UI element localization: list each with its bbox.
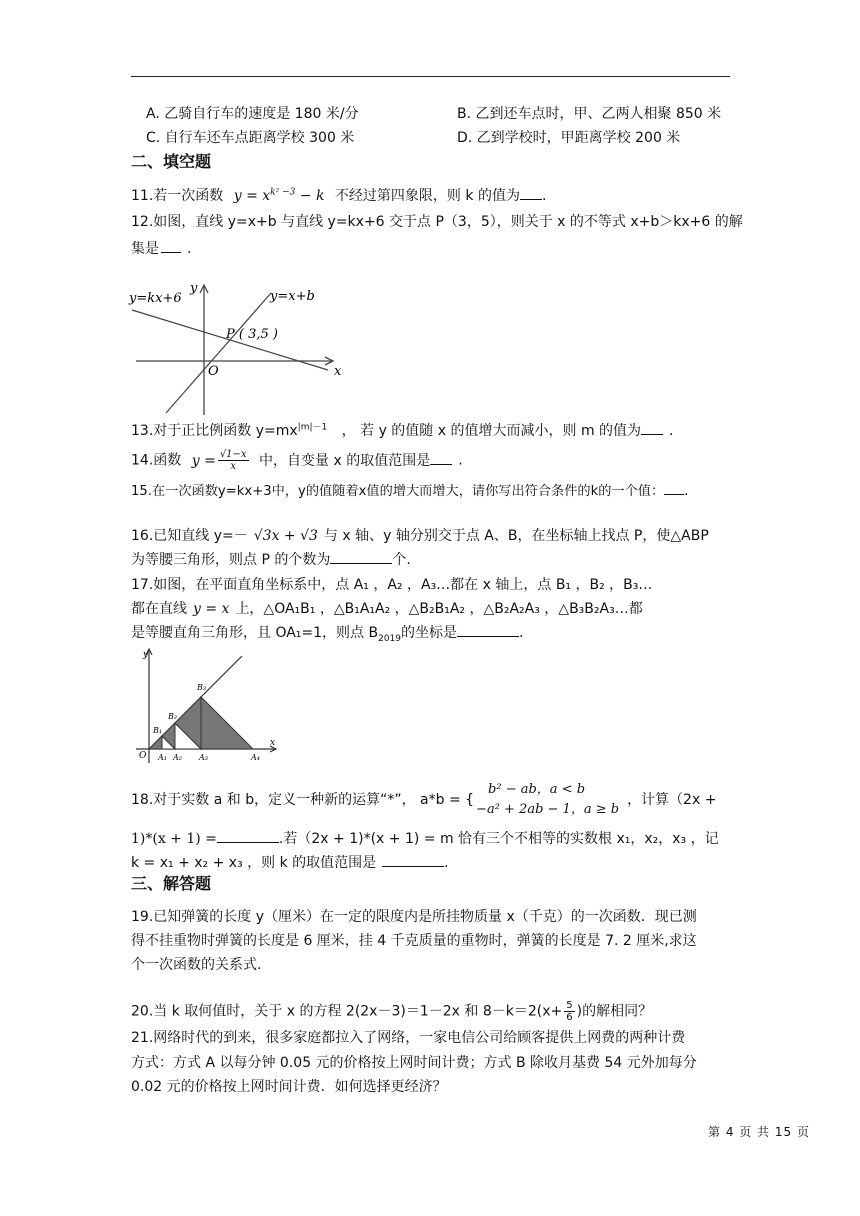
option-d: D. 乙到学校时，甲距离学校 200 米 xyxy=(457,130,681,146)
question-17-line2 xyxy=(131,598,731,620)
q11-blank xyxy=(520,185,542,200)
q20-fraction xyxy=(564,1000,574,1023)
fig17-label-a1: A₁ xyxy=(158,753,167,762)
q14-num: √1−x xyxy=(219,449,247,460)
q18-line2b: .若（2x + 1)*(x + 1) = m 恰有三个不相等的实数根 x₁，x₂，x₃ ，记 xyxy=(278,831,719,847)
question-18-line2 xyxy=(131,828,731,850)
triangle-4 xyxy=(201,697,253,749)
line-xb xyxy=(166,293,271,413)
label-y-axis: y xyxy=(190,281,198,296)
question-14 xyxy=(131,449,731,472)
label-line-xb: y=x+b xyxy=(270,289,315,304)
q16-post: 与 x 轴、y 轴分别交于点 A、B，在坐标轴上找点 P，使△ABP xyxy=(323,528,709,544)
question-12-line2 xyxy=(131,238,731,260)
label-x-axis: x xyxy=(334,364,342,379)
question-19-line3: 个一次函数的关系式. xyxy=(131,957,262,973)
q14-post: 中，自变量 x 的取值范围是 xyxy=(259,452,431,469)
q13-post: ， 若 y 的值随 x 的值增大而减小，则 m 的值为 xyxy=(341,423,642,439)
fig17-label-o: O xyxy=(139,751,147,761)
question-13 xyxy=(131,420,731,442)
fig17-label-a4: A₄ xyxy=(251,753,260,762)
q18-cases xyxy=(476,780,619,820)
q18-blank-1 xyxy=(217,828,279,843)
q15-blank xyxy=(664,480,684,495)
q15-end: . xyxy=(684,483,689,499)
q16-blank xyxy=(330,549,392,564)
q11-post: 不经过第四象限，则 k 的值为 xyxy=(334,188,520,204)
question-17-line1: 17.如图，在平面直角坐标系中，点 A₁ ，A₂ ，A₃…都在 x 轴上，点 B₁ ，B₂ ，B₃… xyxy=(131,577,653,593)
q18-case1: b² − ab，a < b xyxy=(488,782,586,797)
option-a: A. 乙骑自行车的速度是 180 米/分 xyxy=(146,106,359,122)
q12-blank xyxy=(161,238,181,253)
q14-blank xyxy=(430,450,452,465)
question-17-line3 xyxy=(131,622,731,644)
q15-text: 15.在一次函数y=kx+3中，y的值随着x值的增大而增大，请你写出符合条件的k的一个值： xyxy=(131,484,665,499)
fig17-label-x: x xyxy=(270,738,276,748)
q14-fraction xyxy=(218,449,249,472)
q17-line2a: 都在直线 xyxy=(131,601,187,617)
q17-line3a: 是等腰直角三角形，且 OA₁=1，则点 B xyxy=(131,625,379,641)
q11-formula xyxy=(234,188,325,204)
q17-blank xyxy=(457,622,519,637)
figure-triangles xyxy=(130,645,280,767)
q11-exp: k² −3 xyxy=(270,187,296,198)
q20-den: 6 xyxy=(566,1012,573,1023)
figure-two-lines xyxy=(128,280,348,415)
q17-line2-formula: y = x xyxy=(193,601,230,617)
question-21-line1: 21.网络时代的到来，很多家庭都拉入了网络，一家电信公司给顾客提供上网费的两种计费 xyxy=(131,1030,686,1046)
question-19-line2: 得不挂重物时弹簧的长度是 6 厘米，挂 4 千克质量的重物时，弹簧的长度是 7. 2 厘米,求这 xyxy=(131,933,697,949)
q11-pre: 11.若一次函数 xyxy=(131,188,224,204)
q13-pre: 13.对于正比例函数 y=mx xyxy=(131,423,298,439)
label-origin: O xyxy=(208,364,219,379)
question-16-line2 xyxy=(131,549,731,571)
q14-den: x xyxy=(230,461,237,472)
q16-end: 个. xyxy=(392,552,411,568)
q18-line2a: 1)*(x + 1) = xyxy=(131,831,217,847)
option-b: B. 乙到还车点时，甲、乙两人相聚 850 米 xyxy=(457,106,722,122)
q13-end: . xyxy=(669,423,674,439)
option-c: C. 自行车还车点距离学校 300 米 xyxy=(146,130,355,146)
question-21-line3: 0.02 元的价格按上网时间计费．如何选择更经济？ xyxy=(131,1079,447,1095)
question-19-line1: 19.已知弹簧的长度 y（厘米）在一定的限度内是所挂物质量 x（千克）的一次函数．现已测 xyxy=(131,909,697,925)
fig17-label-b3: B₃ xyxy=(197,683,207,692)
question-18-line3 xyxy=(131,852,731,874)
question-15 xyxy=(131,480,731,503)
q18-line3a: k = x₁ + x₂ + x₃ ，则 k 的取值范围是 xyxy=(131,855,377,871)
q20-pre: 20.当 k 取何值时，关于 x 的方程 2(2x－3)＝1－2x 和 8－k＝2(x+ xyxy=(131,1003,563,1020)
header-rule xyxy=(131,76,730,77)
q13-exp: |m|－1 xyxy=(297,422,328,433)
q13-blank xyxy=(641,420,663,435)
q17-end: . xyxy=(519,625,524,641)
q11-tail: − k xyxy=(295,188,325,204)
fig17-label-y: y xyxy=(143,650,149,660)
q12-text: 集是 xyxy=(131,241,159,257)
question-20 xyxy=(131,1000,731,1023)
q20-num: 5 xyxy=(566,1000,573,1011)
q16-formula: √3x + √3 xyxy=(253,528,318,544)
section-title-fill-in: 二、填空题 xyxy=(131,152,212,171)
question-11 xyxy=(131,185,731,207)
q11-base: y = x xyxy=(233,188,271,204)
q14-pre: 14.函数 xyxy=(131,452,182,469)
q17-line3b: 的坐标是 xyxy=(401,625,458,641)
label-point-p: P ( 3,5 ) xyxy=(226,327,278,342)
q18-case2: −a² + 2ab − 1，a ≥ b xyxy=(476,802,620,817)
q14-end: . xyxy=(458,452,463,469)
fig17-label-a3: A₃ xyxy=(199,753,208,762)
q17-sub: 2019 xyxy=(378,633,402,644)
question-16-line1 xyxy=(131,525,731,547)
q12-end: . xyxy=(187,241,192,257)
fig17-label-a2: A₂ xyxy=(173,753,182,762)
q18-pre: 18.对于实数 a 和 b，定义一种新的运算“*”， a*b = { xyxy=(131,792,475,808)
fig17-label-b1: B₁ xyxy=(153,726,163,735)
q11-end: . xyxy=(541,188,547,204)
q16-line2: 为等腰三角形，则点 P 的个数为 xyxy=(131,552,331,568)
q14-lhs: y = xyxy=(191,452,216,469)
page-footer: 第 4 页 共 15 页 xyxy=(708,1125,810,1139)
q20-post: )的解相同？ xyxy=(576,1003,653,1020)
question-12-line1: 12.如图，直线 y=x+b 与直线 y=kx+6 交于点 P（3，5），则关于 x 的不等式 x+b＞kx+6 的解 xyxy=(131,214,743,230)
label-line-kx6: y=kx+6 xyxy=(129,291,182,306)
triangle-1 xyxy=(149,736,162,749)
q18-post: ，计算（2x + xyxy=(627,792,717,808)
question-18-line1 xyxy=(131,778,731,822)
q16-pre: 16.已知直线 y=－ xyxy=(131,528,248,544)
question-21-line2: 方式：方式 A 以每分钟 0.05 元的价格按上网时间计费；方式 B 除收月基费 54 元外加每分 xyxy=(131,1055,697,1071)
q18-end: . xyxy=(444,855,449,871)
q17-line2b: 上，△OA₁B₁ ，△B₁A₁A₂ ，△B₂B₁A₂ ，△B₂A₂A₃ ，△B₃B₂A₃…都 xyxy=(235,601,643,617)
q18-blank-2 xyxy=(382,852,444,867)
fig17-label-b2: B₂ xyxy=(168,712,178,721)
section-title-answer: 三、解答题 xyxy=(131,874,212,893)
